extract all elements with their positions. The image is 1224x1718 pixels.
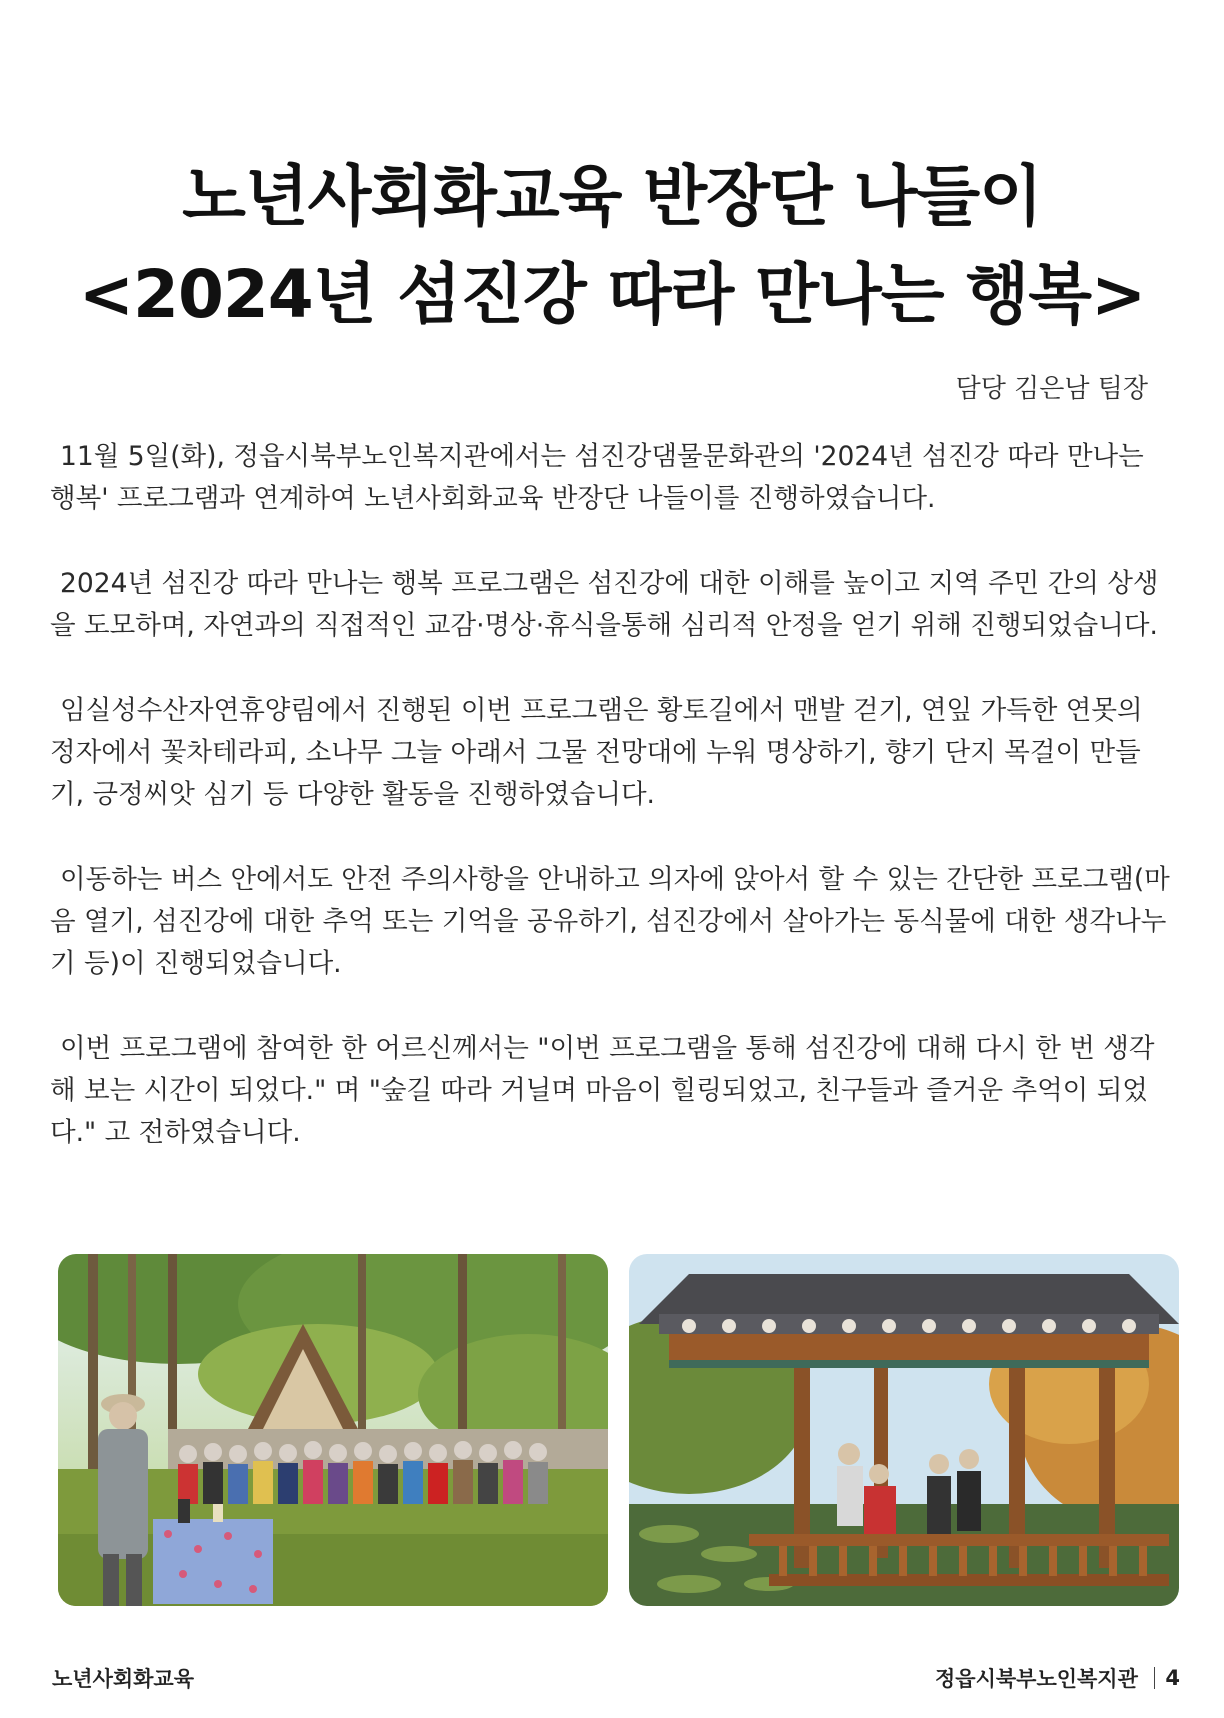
page-title — [0, 148, 1224, 344]
footer-divider — [1154, 1667, 1156, 1689]
footer-org-page — [935, 1663, 1180, 1693]
paragraph-5: 이번 프로그램에 참여한 한 어르신께서는 "이번 프로그램을 통해 섬진강에 대해 다시 한 번 생각해 보는 시간이 되었다." 며 "숲길 따라 거닐며 마음이 힐링되었고, 친구들과 즐거운 추억이 되었다." 고 전하였습니다. — [50, 1033, 1155, 1148]
paragraph-3: 임실성수산자연휴양림에서 진행된 이번 프로그램은 황토길에서 맨발 걷기, 연잎 가득한 연못의 정자에서 꽃차테라피, 소나무 그늘 아래서 그물 전망대에 누워 명상하기, 향기 단지 목걸이 만들기, 긍정씨앗 심기 등 다양한 활동을 진행하였습니다. — [50, 695, 1143, 810]
title-line-1: 노년사회화교육 반장단 나들이 — [182, 158, 1042, 235]
footer-section-label: 노년사회화교육 — [52, 1667, 195, 1691]
title-line-2: <2024년 섬진강 따라 만나는 행복> — [78, 256, 1146, 333]
footer-org-name: 정읍시북부노인복지관 — [935, 1667, 1138, 1691]
paragraph-1: 11월 5일(화), 정읍시북부노인복지관에서는 섬진강댐물문화관의 '2024년 섬진강 따라 만나는 행복' 프로그램과 연계하여 노년사회화교육 반장단 나들이를 진행하였습니다. — [50, 441, 1144, 514]
author-credit: 담당 김은남 팀장 — [955, 374, 1148, 404]
forest-group-photo — [58, 1254, 608, 1606]
page-number: 4 — [1165, 1666, 1180, 1690]
paragraph-2: 2024년 섬진강 따라 만나는 행복 프로그램은 섬진강에 대한 이해를 높이고 지역 주민 간의 상생을 도모하며, 자연과의 직접적인 교감·명상·휴식을통해 심리적 안정을 얻기 위해 진행되었습니다. — [50, 568, 1159, 641]
paragraph-4: 이동하는 버스 안에서도 안전 주의사항을 안내하고 의자에 앉아서 할 수 있는 간단한 프로그램(마음 열기, 섬진강에 대한 추억 또는 기억을 공유하기, 섬진강에서 살아가는 동식물에 대한 생각나누기 등)이 진행되었습니다. — [50, 864, 1170, 979]
pavilion-photo — [629, 1254, 1179, 1606]
article-body — [50, 436, 1174, 1197]
